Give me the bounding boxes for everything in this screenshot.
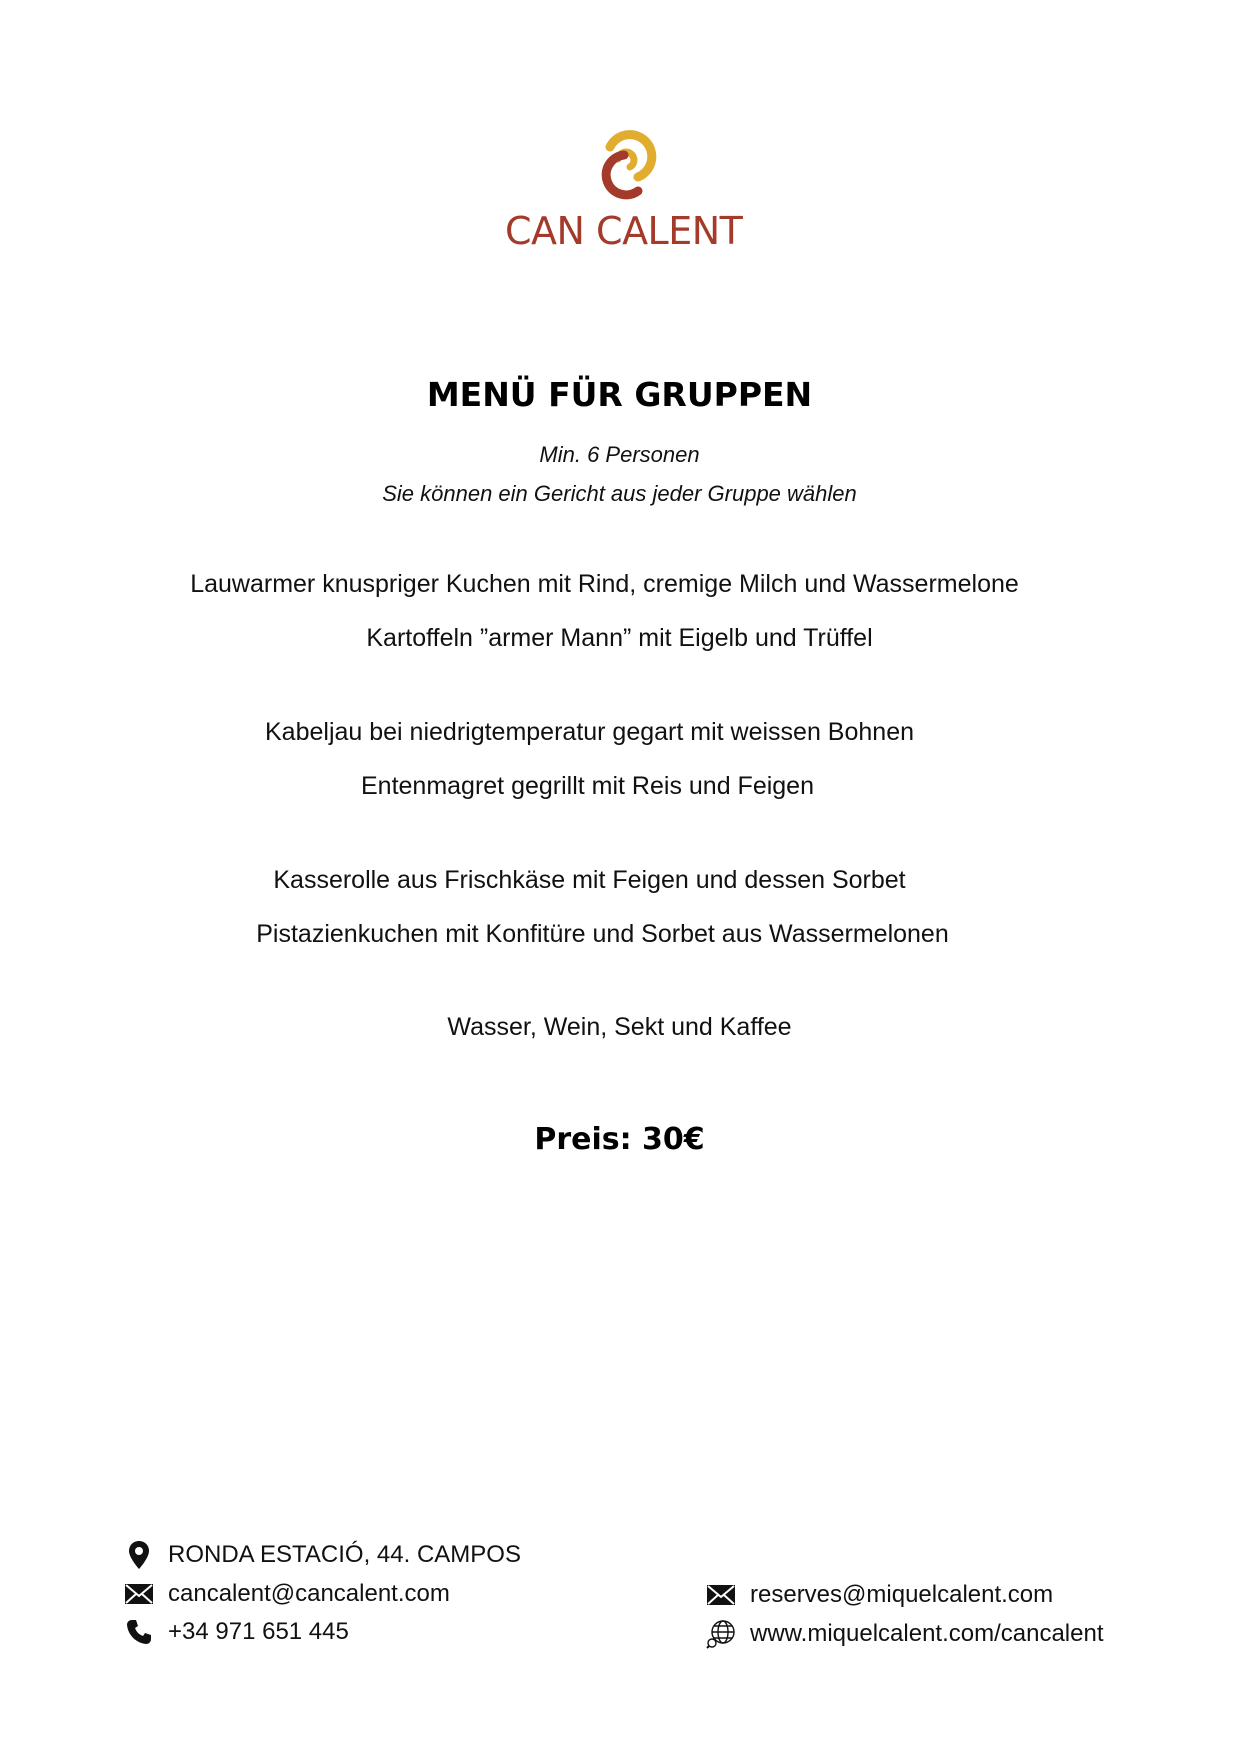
logo-mark-icon	[580, 125, 660, 205]
address-line	[124, 1540, 521, 1570]
email-link[interactable]: cancalent@cancalent.com	[168, 1580, 450, 1607]
starter-item-1: Lauwarmer knuspriger Kuchen mit Rind, cremige Milch und Wassermelone	[190, 570, 1019, 598]
phone-icon	[124, 1617, 154, 1647]
dessert-item-2: Pistazienkuchen mit Konfitüre und Sorbet aus Wassermelonen	[256, 920, 949, 948]
main-item-1: Kabeljau bei niedrigtemperatur gegart mit weissen Bohnen	[265, 718, 914, 746]
menu-title: MENÜ FÜR GRUPPEN	[426, 375, 813, 414]
restaurant-logo	[505, 125, 743, 253]
globe-icon	[706, 1619, 736, 1649]
drinks-item: Wasser, Wein, Sekt und Kaffee	[447, 1013, 792, 1041]
address-text: RONDA ESTACIÓ, 44. CAMPOS	[168, 1541, 521, 1568]
reservations-line	[706, 1580, 1053, 1610]
phone-link[interactable]: +34 971 651 445	[168, 1618, 349, 1645]
website-link[interactable]: www.miquelcalent.com/cancalent	[750, 1620, 1104, 1647]
brand-name: CAN CALENT	[505, 209, 743, 253]
phone-line	[124, 1617, 349, 1647]
main-item-2: Entenmagret gegrillt mit Reis und Feigen	[360, 772, 814, 800]
menu-choice-note: Sie können ein Gericht aus jeder Gruppe wählen	[382, 481, 857, 506]
reservations-email-link[interactable]: reserves@miquelcalent.com	[750, 1581, 1054, 1608]
starter-item-2: Kartoffeln ”armer Mann” mit Eigelb und Trüffel	[366, 624, 873, 652]
website-line	[706, 1619, 1104, 1649]
envelope-icon	[706, 1580, 736, 1610]
dessert-item-1: Kasserolle aus Frischkäse mit Feigen und dessen Sorbet	[273, 866, 906, 894]
menu-price: Preis: 30€	[534, 1122, 705, 1157]
location-pin-icon	[124, 1540, 154, 1570]
email-line	[124, 1579, 450, 1609]
envelope-icon	[124, 1579, 154, 1609]
menu-min-persons: Min. 6 Personen	[539, 442, 700, 467]
